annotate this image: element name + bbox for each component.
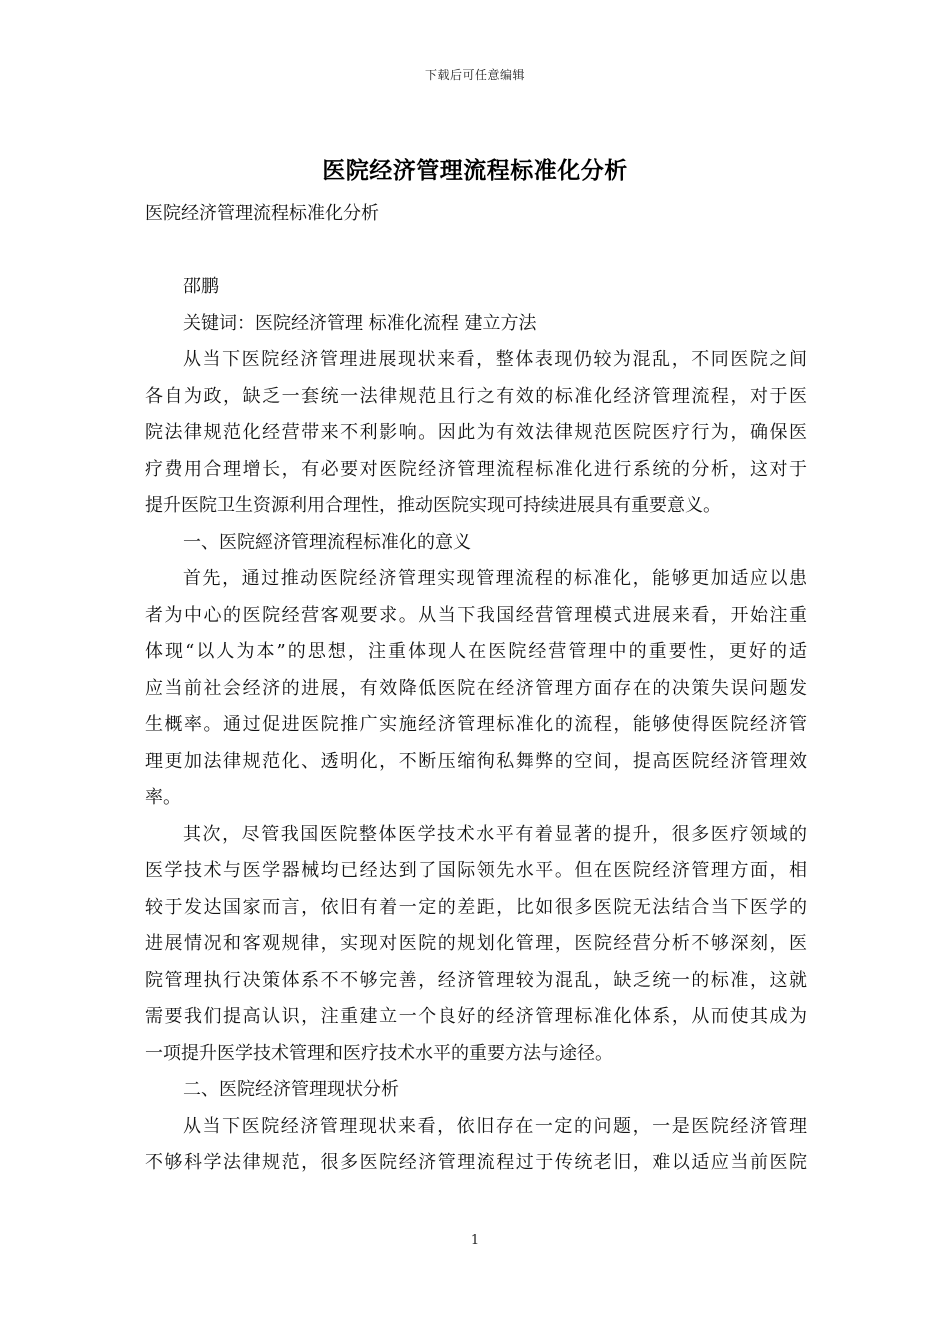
text-line: 体现“以人为本”的思想，注重体现人在医院经营管理中的重要性，更好的适: [145, 641, 807, 662]
text-line: 生概率。通过促进医院推广实施经济管理标准化的流程，能够使得医院经济管: [145, 714, 807, 735]
keywords-line: 关键词：医院经济管理 标准化流程 建立方法: [183, 312, 537, 334]
page-number: 1: [470, 1233, 480, 1248]
section-heading-1: 一、医院經济管理流程标准化的意义: [183, 531, 471, 553]
text-line: 从当下医院经济管理现状来看，依旧存在一定的问题，一是医院经济管理: [183, 1115, 807, 1137]
document-title: 医院经济管理流程标准化分析: [322, 158, 628, 184]
text-line: 其次，尽管我国医院整体医学技术水平有着显著的提升，很多医疗领域的: [183, 823, 807, 845]
blank-line: [145, 233, 807, 270]
text-line: 院管理执行决策体系不不够完善，经济管理较为混乱，缺乏统一的标准，这就: [145, 969, 807, 991]
text-line: 一项提升医学技术管理和医疗技术水平的重要方法与途径。: [145, 1042, 613, 1064]
text-line: 较于发达国家而言，依旧有着一定的差距，比如很多医院无法结合当下医学的: [145, 896, 807, 918]
document-body: [145, 196, 807, 1182]
text-line: 不够科学法律规范，很多医院经济管理流程过于传统老旧，难以适应当前医院: [145, 1152, 807, 1173]
paragraph-first: [145, 561, 807, 817]
text-line: 率。: [145, 787, 181, 808]
paragraph-status: [145, 1109, 807, 1182]
text-line: 需要我们提高认识，注重建立一个良好的经济管理标准化体系，从而使其成为: [145, 1006, 807, 1027]
text-line: 院法律规范化经营带来不利影响。因此为有效法律规范医院医疗行为，确保医: [145, 422, 807, 443]
subtitle-line: 医院经济管理流程标准化分析: [145, 203, 379, 224]
text-line: 应当前社会经济的进展，有效降低医院在经济管理方面存在的决策失误问题发: [145, 677, 807, 699]
text-line: 疗费用合理增长，有必要对医院经济管理流程标准化进行系统的分析，这对于: [145, 458, 807, 480]
paragraph-second: [145, 817, 807, 1073]
text-line: 医学技术与医学器械均已经达到了国际领先水平。但在医院经济管理方面，相: [145, 860, 807, 881]
paragraph-intro: [145, 342, 807, 525]
text-line: 提升医院卫生资源利用合理性，推动医院实现可持续进展具有重要意义。: [145, 495, 721, 516]
header-note: 下载后可任意编辑: [424, 68, 525, 82]
text-line: 从当下医院经济管理进展现状来看，整体表现仍较为混乱，不同医院之间: [183, 349, 807, 370]
text-line: 各自为政，缺乏一套统一法律规范且行之有效的标准化经济管理流程，对于医: [145, 385, 807, 407]
text-line: 进展情况和客观规律，实现对医院的规划化管理，医院经营分析不够深刻，医: [145, 933, 807, 954]
section-heading-2: 二、医院经济管理现状分析: [183, 1079, 399, 1100]
author-name: 邵鹏: [183, 276, 219, 297]
text-line: 理更加法律规范化、透明化，不断压缩徇私舞弊的空间，提高医院经济管理效: [145, 750, 807, 772]
text-line: 者为中心的医院经营客观要求。从当下我国经营管理模式进展来看，开始注重: [145, 604, 807, 626]
text-line: 首先，通过推动医院经济管理实现管理流程的标准化，能够更加适应以患: [183, 568, 807, 589]
